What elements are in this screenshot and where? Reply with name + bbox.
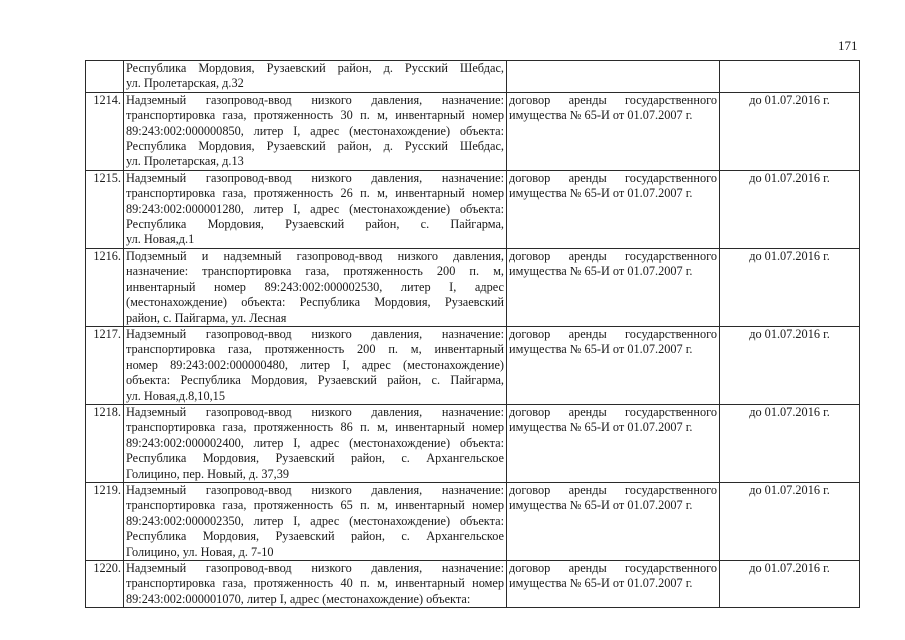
description-line: Подземный и надземный газопровод-ввод низкого давления, <box>126 248 504 263</box>
basis-document <box>507 248 720 326</box>
basis-line: имущества № 65-И от 01.07.2007 г. <box>509 108 693 123</box>
description-line: объекта: Республика Мордовия, Рузаевский район, с. Пайгарма, <box>126 373 504 388</box>
description-line: Республика Мордовия, Рузаевский район, д. Русский Шебдас, <box>126 61 504 75</box>
description-line: Республика Мордовия, Рузаевский район, д. Русский Шебдас, <box>126 139 504 154</box>
basis-line: договор аренды государственного <box>509 404 717 419</box>
description-line: номер 89:243:002:000000480, литер I, адрес (местонахождение) <box>126 357 504 372</box>
term-date: до 01.07.2016 г. <box>720 248 860 326</box>
table-row <box>86 170 860 248</box>
object-description <box>124 92 507 170</box>
description-line: 89:243:002:000001280, литер I, адрес (местонахождение) объекта: <box>126 201 504 216</box>
description-line: район, с. Пайгарма, ул. Лесная <box>126 310 287 325</box>
table-row <box>86 326 860 404</box>
basis-line: имущества № 65-И от 01.07.2007 г. <box>509 342 693 357</box>
object-description <box>124 326 507 404</box>
term-date: до 01.07.2016 г. <box>720 404 860 482</box>
basis-document <box>507 326 720 404</box>
term-date: до 01.07.2016 г. <box>720 482 860 560</box>
description-line: транспортировка газа, протяженность 26 п. м, инвентарный номер <box>126 186 504 201</box>
description-line: ул. Пролетарская, д.32 <box>126 76 244 91</box>
description-line: (местонахождение) объекта: Республика Мордовия, Рузаевский <box>126 295 504 310</box>
basis-line: договор аренды государственного <box>509 170 717 185</box>
description-line: Республика Мордовия, Рузаевский район, с. Архангельское <box>126 451 504 466</box>
basis-document <box>507 170 720 248</box>
description-line: ул. Пролетарская, д.13 <box>126 154 244 169</box>
row-number <box>86 61 124 93</box>
row-number: 1214. <box>86 92 124 170</box>
object-description <box>124 170 507 248</box>
table-row <box>86 561 860 608</box>
property-table <box>85 60 860 608</box>
basis-line: имущества № 65-И от 01.07.2007 г. <box>509 264 693 279</box>
description-line: Надземный газопровод-ввод низкого давления, назначение: <box>126 404 504 419</box>
basis-document <box>507 61 720 93</box>
description-line: 89:243:002:000001070, литер I, адрес (местонахождение) объекта: <box>126 591 471 606</box>
row-number: 1219. <box>86 482 124 560</box>
basis-line: договор аренды государственного <box>509 326 717 341</box>
object-description <box>124 61 507 93</box>
basis-document <box>507 561 720 608</box>
page-number: 171 <box>838 38 858 53</box>
basis-document <box>507 92 720 170</box>
description-line: ул. Новая,д.1 <box>126 232 195 247</box>
table-row <box>86 404 860 482</box>
row-number: 1216. <box>86 248 124 326</box>
term-date: до 01.07.2016 г. <box>720 326 860 404</box>
description-line: транспортировка газа, протяженность 65 п. м, инвентарный номер <box>126 498 504 513</box>
object-description <box>124 482 507 560</box>
row-number: 1217. <box>86 326 124 404</box>
object-description <box>124 404 507 482</box>
table-row <box>86 92 860 170</box>
description-line: ул. Новая,д.8,10,15 <box>126 388 225 403</box>
description-line: 89:243:002:000000850, литер I, адрес (местонахождение) объекта: <box>126 123 504 138</box>
description-line: Надземный газопровод-ввод низкого давления, назначение: <box>126 170 504 185</box>
table-row <box>86 482 860 560</box>
basis-line: договор аренды государственного <box>509 561 717 575</box>
description-line: назначение: транспортировка газа, протяженность 200 п. м, <box>126 264 504 279</box>
term-date: до 01.07.2016 г. <box>720 92 860 170</box>
description-line: транспортировка газа, протяженность 200 п. м, инвентарный <box>126 342 504 357</box>
term-date: до 01.07.2016 г. <box>720 561 860 608</box>
object-description <box>124 561 507 608</box>
row-number: 1218. <box>86 404 124 482</box>
description-line: 89:243:002:000002350, литер I, адрес (местонахождение) объекта: <box>126 513 504 528</box>
description-line: Голицино, пер. Новый, д. 37,39 <box>126 466 290 481</box>
description-line: Республика Мордовия, Рузаевский район, с. Архангельское <box>126 529 504 544</box>
description-line: 89:243:002:000002400, литер I, адрес (местонахождение) объекта: <box>126 435 504 450</box>
row-number: 1220. <box>86 561 124 608</box>
description-line: Республика Мордовия, Рузаевский район, с. Пайгарма, <box>126 217 504 232</box>
description-line: Надземный газопровод-ввод низкого давления, назначение: <box>126 561 504 575</box>
basis-line: имущества № 65-И от 01.07.2007 г. <box>509 420 693 435</box>
description-line: транспортировка газа, протяженность 40 п. м, инвентарный номер <box>126 576 504 591</box>
term-date: до 01.07.2016 г. <box>720 170 860 248</box>
description-line: транспортировка газа, протяженность 86 п. м, инвентарный номер <box>126 420 504 435</box>
basis-document <box>507 482 720 560</box>
basis-line: имущества № 65-И от 01.07.2007 г. <box>509 576 693 591</box>
basis-line: имущества № 65-И от 01.07.2007 г. <box>509 186 693 201</box>
description-line: Надземный газопровод-ввод низкого давления, назначение: <box>126 326 504 341</box>
table-body <box>86 61 860 608</box>
basis-line: договор аренды государственного <box>509 92 717 107</box>
description-line: Надземный газопровод-ввод низкого давления, назначение: <box>126 482 504 497</box>
description-line: Надземный газопровод-ввод низкого давления, назначение: <box>126 92 504 107</box>
basis-line: имущества № 65-И от 01.07.2007 г. <box>509 498 693 513</box>
row-number: 1215. <box>86 170 124 248</box>
basis-line: договор аренды государственного <box>509 248 717 263</box>
description-line: транспортировка газа, протяженность 30 п. м, инвентарный номер <box>126 108 504 123</box>
basis-line: договор аренды государственного <box>509 482 717 497</box>
term-date <box>720 61 860 93</box>
object-description <box>124 248 507 326</box>
table-row <box>86 61 860 93</box>
basis-document <box>507 404 720 482</box>
description-line: инвентарный номер 89:243:002:000002530, литер I, адрес <box>126 279 504 294</box>
table-row <box>86 248 860 326</box>
description-line: Голицино, ул. Новая, д. 7-10 <box>126 544 274 559</box>
